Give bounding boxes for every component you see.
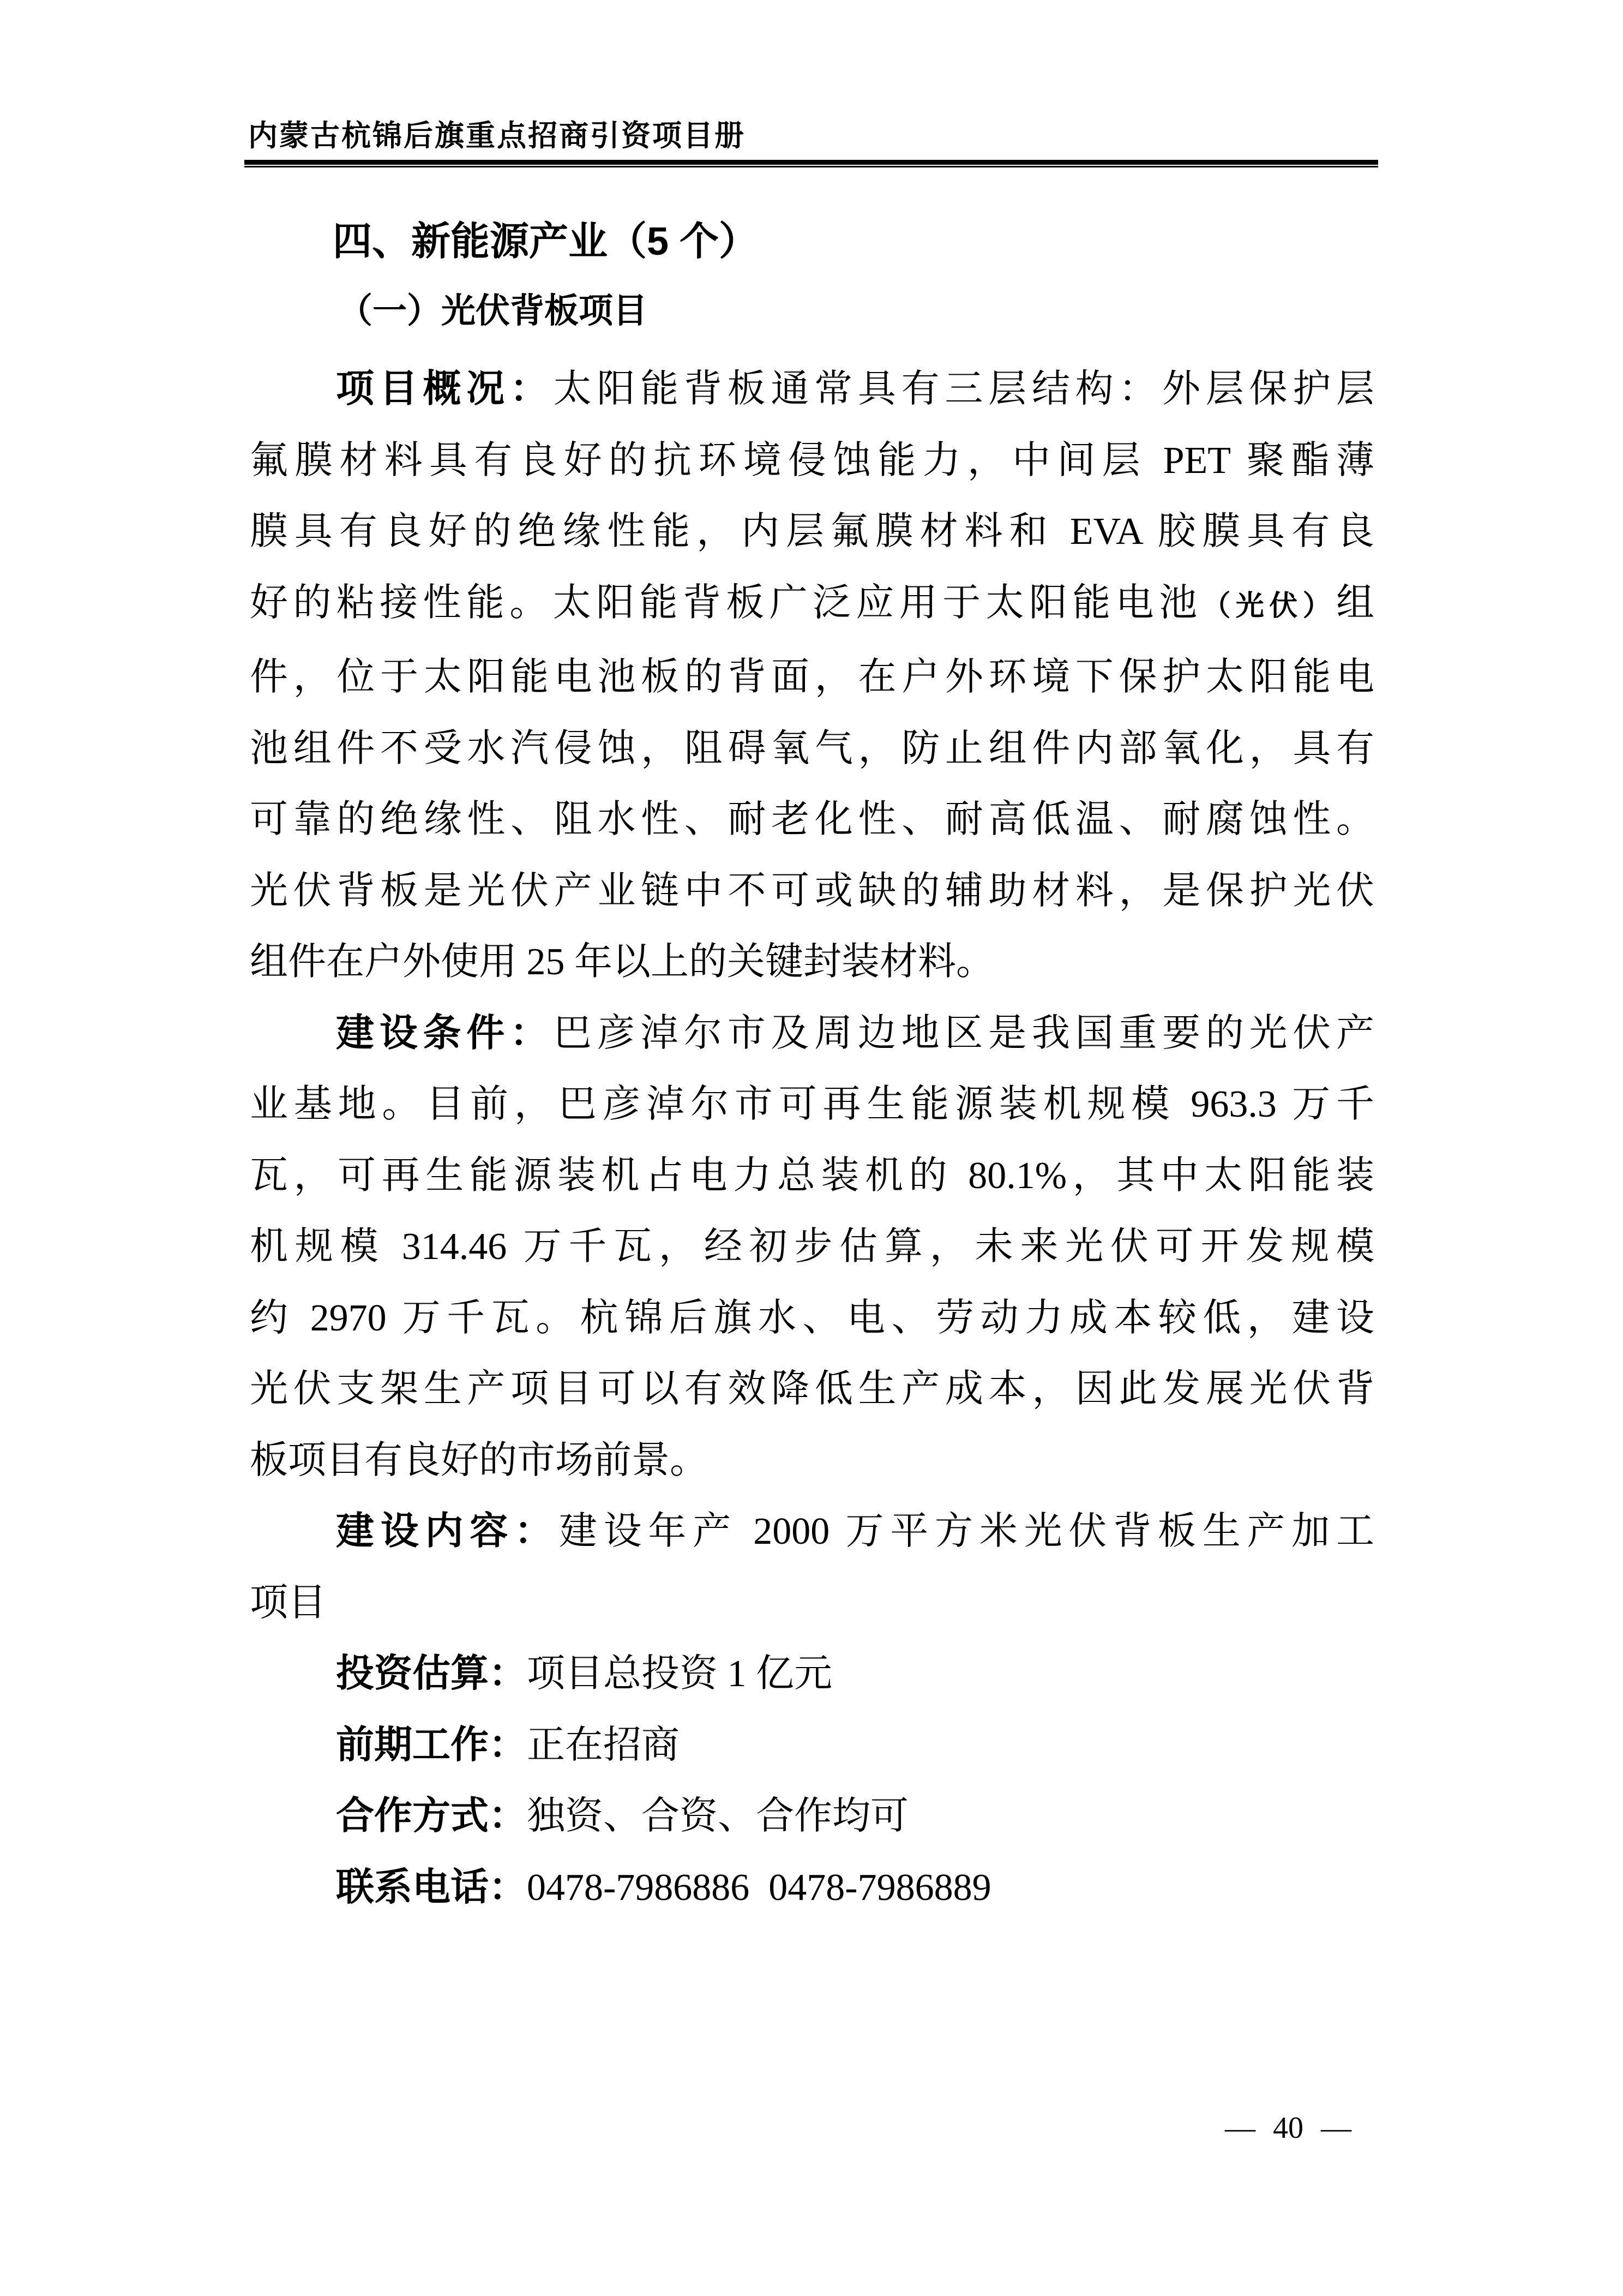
page-number: — 40 — (1225, 2111, 1351, 2145)
field-label: 前期工作： (336, 1724, 527, 1766)
body-line (250, 642, 1374, 714)
field-label: 建设内容： (336, 1510, 559, 1552)
body-line (250, 927, 1374, 998)
body-text: 组件在户外使用 25 年以上的关键封装材料。 (250, 941, 994, 983)
body-line (250, 714, 1374, 785)
header-rule-thick-line (244, 160, 1378, 165)
body-line (250, 1141, 1374, 1212)
body-line (250, 856, 1374, 927)
field-label: 建设条件： (336, 1012, 554, 1054)
header-rule (244, 160, 1378, 167)
body-text: 膜具有良好的绝缘性能，内层氟膜材料和 EVA 胶膜具有良 (250, 511, 1374, 553)
body-text: 约 2970 万千瓦。杭锦后旗水、电、劳动力成本较低，建设 (250, 1297, 1374, 1339)
body-line (250, 1568, 1374, 1639)
body-line (250, 1781, 1374, 1853)
field-label: 项目概况： (336, 368, 554, 410)
body-text: 件，位于太阳能电池板的背面，在户外环境下保护太阳能电 (250, 656, 1374, 698)
body-line (250, 1069, 1374, 1141)
body-text: 太阳能背板通常具有三层结构：外层保护层 (553, 368, 1375, 410)
body-text: 业基地。目前，巴彦淖尔市可再生能源装机规模 963.3 万千 (250, 1083, 1374, 1125)
body-text: 氟膜材料具有良好的抗环境侵蚀能力，中间层 PET 聚酯薄 (250, 439, 1374, 482)
body-text: 建设年产 2000 万平方米光伏背板生产加工 (558, 1510, 1375, 1552)
body-line (250, 1639, 1374, 1710)
parenthetical-note: （光伏） (1202, 590, 1336, 622)
field-label: 联系电话： (336, 1866, 527, 1909)
body-text: 可靠的绝缘性、阻水性、耐老化性、耐高低温、耐腐蚀性。 (250, 799, 1374, 841)
body-text: 好的粘接性能。太阳能背板广泛应用于太阳能电池 (250, 582, 1203, 624)
body-line (250, 1212, 1374, 1283)
body-text: 独资、合资、合作均可 (527, 1795, 909, 1837)
field-label: 投资估算： (336, 1653, 527, 1695)
body-line (250, 568, 1374, 643)
body-line (250, 1853, 1374, 1924)
document-body (250, 354, 1374, 1923)
body-line (250, 1496, 1374, 1568)
body-text: 正在招商 (527, 1724, 680, 1766)
body-line (250, 784, 1374, 856)
header-booklet-title: 内蒙古杭锦后旗重点招商引资项目册 (248, 119, 746, 152)
body-line (250, 1354, 1374, 1425)
body-text: 项目 (250, 1581, 326, 1624)
body-line (250, 1425, 1374, 1497)
body-text: 机规模 314.46 万千瓦，经初步估算，未来光伏可开发规模 (250, 1226, 1374, 1268)
subsection-title: （一）光伏背板项目 (338, 292, 647, 330)
body-line (250, 496, 1374, 568)
body-text: 光伏支架生产项目可以有效降低生产成本，因此发展光伏背 (250, 1368, 1374, 1410)
body-text: 0478-7986886 0478-7986889 (527, 1866, 991, 1909)
header-rule-thin-line (244, 166, 1378, 167)
body-line (250, 1710, 1374, 1782)
field-label: 合作方式： (336, 1795, 527, 1837)
body-line (250, 998, 1374, 1070)
body-text: 光伏背板是光伏产业链中不可或缺的辅助材料，是保护光伏 (250, 870, 1374, 912)
body-text: 组 (1336, 582, 1374, 624)
body-text: 项目总投资 1 亿元 (527, 1653, 832, 1695)
section-title: 四、新能源产业（5 个） (333, 220, 759, 263)
body-text: 巴彦淖尔市及周边地区是我国重要的光伏产 (553, 1012, 1375, 1054)
body-line (250, 1283, 1374, 1354)
body-line (250, 425, 1374, 497)
body-text: 瓦，可再生能源装机占电力总装机的 80.1%，其中太阳能装 (250, 1154, 1374, 1197)
body-text: 池组件不受水汽侵蚀，阻碍氧气，防止组件内部氧化，具有 (250, 727, 1374, 770)
body-text: 板项目有良好的市场前景。 (250, 1439, 708, 1482)
body-line (250, 354, 1374, 425)
